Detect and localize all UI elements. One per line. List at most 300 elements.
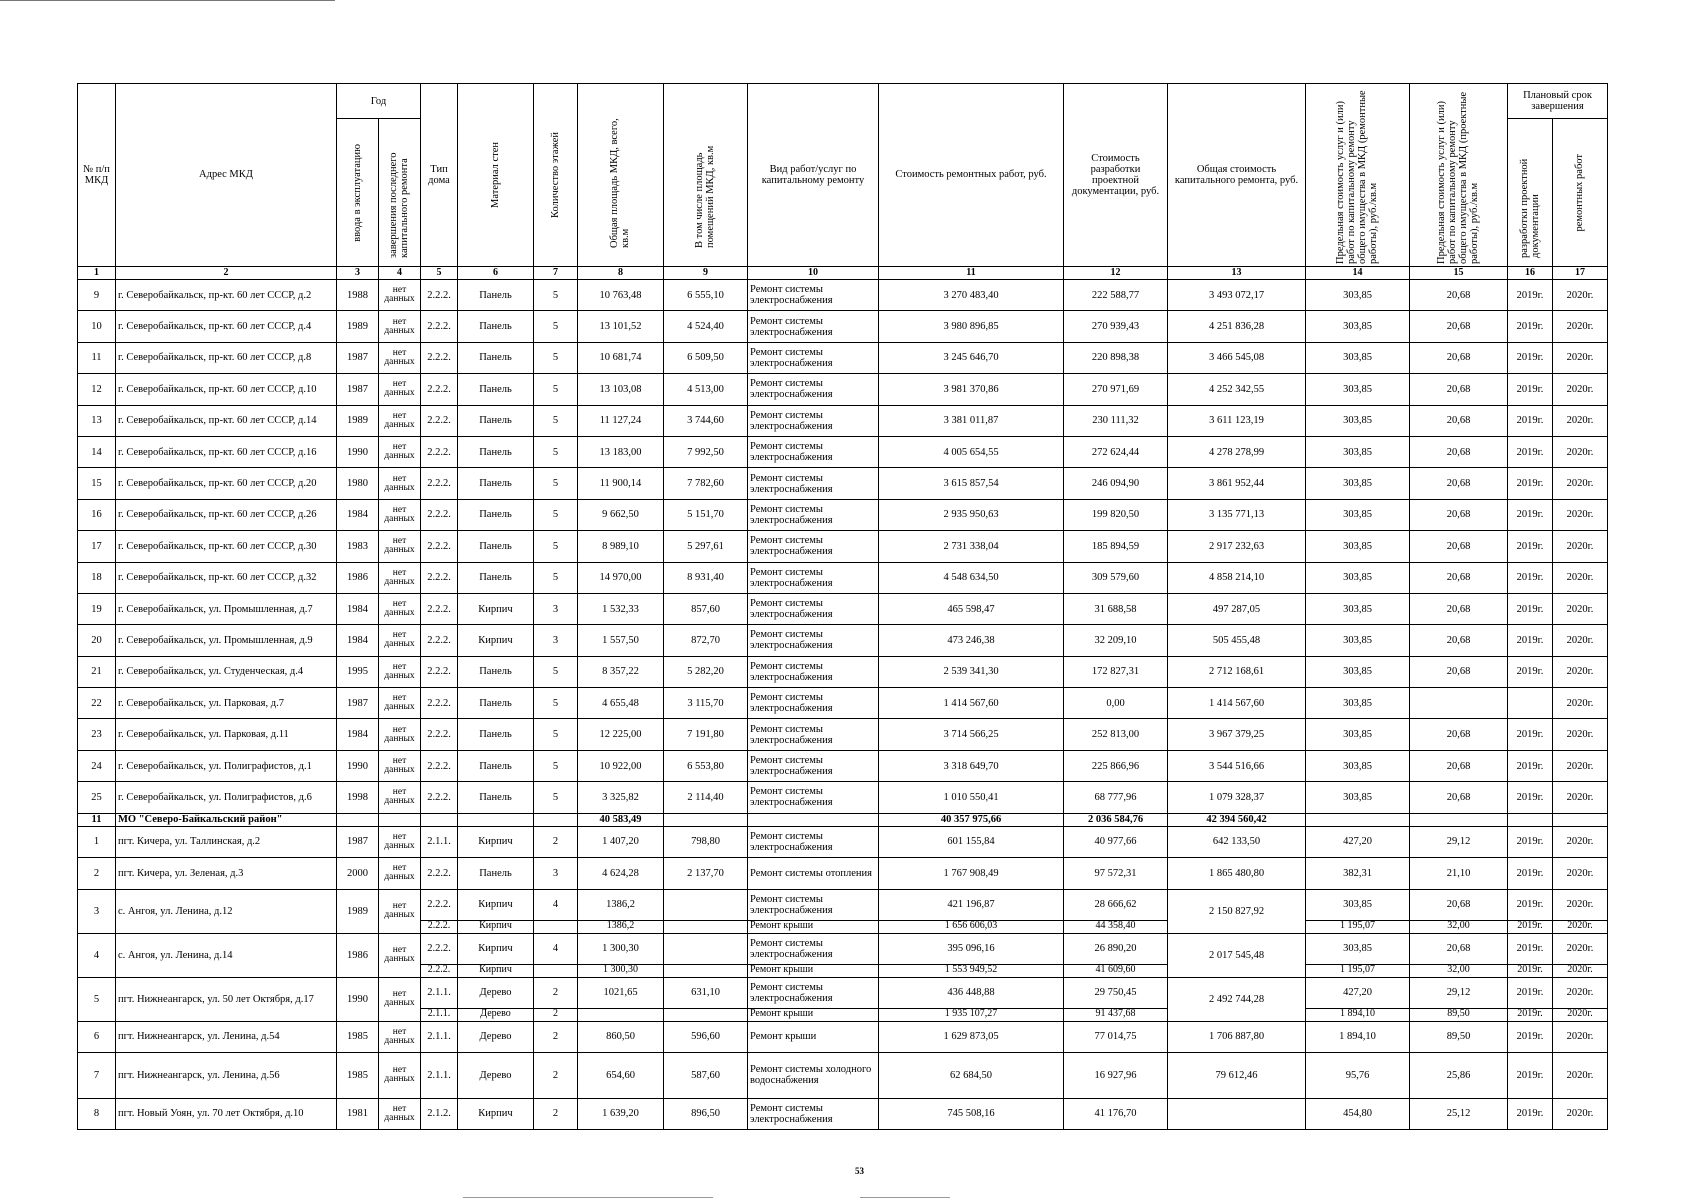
- table-row: [78, 1052, 1608, 1098]
- cell-c11: 4 005 654,55: [879, 436, 1064, 467]
- cell-type: 2.2.2.: [421, 656, 458, 687]
- cell-work: Ремонт системы электроснабжения: [748, 656, 879, 687]
- cell-n: 7: [78, 1052, 116, 1098]
- cell-c11: 1 629 873,05: [879, 1021, 1064, 1052]
- table-row: [78, 782, 1608, 813]
- cell-c17: 2020г.: [1553, 468, 1608, 499]
- cell-c13: 4 252 342,55: [1168, 374, 1306, 405]
- cell-mat: Кирпич: [458, 593, 534, 624]
- cell-type: 2.1.1.: [421, 1008, 458, 1021]
- empty-cell: [664, 1008, 748, 1021]
- cell-s2: 798,80: [664, 826, 748, 858]
- cell-s1: 13 101,52: [578, 311, 664, 342]
- cell-addr: пгт. Кичера, ул. Зеленая, д.3: [116, 858, 337, 890]
- cell-c17: 2020г.: [1553, 964, 1608, 977]
- cell-addr: пгт. Нижнеангарск, ул. 50 лет Октября, д.17: [116, 977, 337, 1021]
- cell-fl: 5: [534, 405, 578, 436]
- cell-s2: 596,60: [664, 1021, 748, 1052]
- cell-c12: 41 609,60: [1064, 964, 1168, 977]
- cell-s2: 587,60: [664, 1052, 748, 1098]
- empty-cell: [1508, 813, 1553, 826]
- cell-c16: 2019г.: [1508, 468, 1553, 499]
- cell-c17: 2020г.: [1553, 719, 1608, 750]
- cell-c17: 2020г.: [1553, 342, 1608, 373]
- cell-s1: 10 922,00: [578, 750, 664, 781]
- cell-y2: нет данных: [379, 889, 421, 933]
- cell-fl: 5: [534, 688, 578, 719]
- cell-y2: нет данных: [379, 625, 421, 656]
- cell-c12: 222 588,77: [1064, 280, 1168, 311]
- cell-c11: 745 508,16: [879, 1098, 1064, 1129]
- cell-c11: 1 656 606,03: [879, 920, 1064, 933]
- cell-c16: 2019г.: [1508, 625, 1553, 656]
- cell-c17: 2020г.: [1553, 889, 1608, 920]
- cell-type: 2.1.2.: [421, 1098, 458, 1129]
- column-number-cell: 5: [421, 267, 458, 280]
- cell-y1: 1990: [337, 977, 379, 1021]
- cell-c17: 2020г.: [1553, 688, 1608, 719]
- cell-fl: 5: [534, 342, 578, 373]
- cell-type: 2.2.2.: [421, 468, 458, 499]
- col-header-number: № п/п МКД: [78, 84, 116, 267]
- cell-c11: 1 935 107,27: [879, 1008, 1064, 1021]
- cell-c12: 270 939,43: [1064, 311, 1168, 342]
- cell-type: 2.2.2.: [421, 719, 458, 750]
- cell-y2: нет данных: [379, 782, 421, 813]
- cell-s1: 40 583,49: [578, 813, 664, 826]
- cell-c16: 2019г.: [1508, 933, 1553, 964]
- cell-s1: 1 557,50: [578, 625, 664, 656]
- cell-c13: 497 287,05: [1168, 593, 1306, 624]
- empty-cell: [664, 964, 748, 977]
- cell-n: 1: [78, 826, 116, 858]
- cell-y2: нет данных: [379, 826, 421, 858]
- cell-c14: 303,85: [1306, 342, 1410, 373]
- cell-s1: 1386,2: [578, 889, 664, 920]
- cell-y1: 1981: [337, 1098, 379, 1129]
- cell-type: 2.1.1.: [421, 1021, 458, 1052]
- cell-c11: 4 548 634,50: [879, 562, 1064, 593]
- table-row: [78, 531, 1608, 562]
- cell-type: 2.2.2.: [421, 750, 458, 781]
- cell-n: 11: [78, 813, 116, 826]
- cell-n: 4: [78, 933, 116, 977]
- cell-c15: 20,68: [1410, 374, 1508, 405]
- cell-c15: 89,50: [1410, 1021, 1508, 1052]
- cell-mat: Панель: [458, 719, 534, 750]
- cell-c15: 20,68: [1410, 562, 1508, 593]
- cell-y1: 1998: [337, 782, 379, 813]
- cell-c16: 2019г.: [1508, 977, 1553, 1008]
- cell-n: 12: [78, 374, 116, 405]
- cell-n: 16: [78, 499, 116, 530]
- column-number-row: [78, 267, 1608, 280]
- cell-y2: нет данных: [379, 280, 421, 311]
- col-header-wall-material: Материал стен: [458, 84, 534, 267]
- col-header-limit-repair: Предельная стоимость услуг и (или) работ по капитальному ремонту общего имущества в МКД (ремонтные работы), руб./кв.м: [1306, 84, 1410, 267]
- cell-work: Ремонт системы электроснабжения: [748, 593, 879, 624]
- cell-fl: 5: [534, 656, 578, 687]
- cell-c12: 272 624,44: [1064, 436, 1168, 467]
- cell-fl: 5: [534, 468, 578, 499]
- cell-y1: 1984: [337, 625, 379, 656]
- cell-c11: 3 714 566,25: [879, 719, 1064, 750]
- cell-s2: 3 115,70: [664, 688, 748, 719]
- column-number-cell: 7: [534, 267, 578, 280]
- cell-s1: 10 763,48: [578, 280, 664, 311]
- cell-c14: 303,85: [1306, 750, 1410, 781]
- cell-type: 2.2.2.: [421, 889, 458, 920]
- cell-c12: 16 927,96: [1064, 1052, 1168, 1098]
- cell-mat: Панель: [458, 750, 534, 781]
- cell-c11: 2 731 338,04: [879, 531, 1064, 562]
- cell-c11: 40 357 975,66: [879, 813, 1064, 826]
- cell-c14: 303,85: [1306, 531, 1410, 562]
- cell-c13: 3 493 072,17: [1168, 280, 1306, 311]
- cell-addr: г. Северобайкальск, ул. Промышленная, д.9: [116, 625, 337, 656]
- cell-addr: г. Северобайкальск, ул. Полиграфистов, д.1: [116, 750, 337, 781]
- cell-c15: 29,12: [1410, 826, 1508, 858]
- cell-c11: 1 553 949,52: [879, 964, 1064, 977]
- cell-c17: 2020г.: [1553, 933, 1608, 964]
- cell-c14: 303,85: [1306, 562, 1410, 593]
- cell-type: 2.2.2.: [421, 436, 458, 467]
- table-row: [78, 468, 1608, 499]
- cell-c12: 172 827,31: [1064, 656, 1168, 687]
- cell-type: 2.2.2.: [421, 920, 458, 933]
- cell-work: Ремонт системы электроснабжения: [748, 889, 879, 920]
- cell-c11: 3 615 857,54: [879, 468, 1064, 499]
- empty-cell: [534, 813, 578, 826]
- cell-addr: МО "Северо-Байкальский район": [116, 813, 337, 826]
- cell-s2: 8 931,40: [664, 562, 748, 593]
- table-row: [78, 562, 1608, 593]
- cell-n: 6: [78, 1021, 116, 1052]
- col-header-floors: Количество этажей: [534, 84, 578, 267]
- cell-c12: 246 094,90: [1064, 468, 1168, 499]
- cell-s2: 4 513,00: [664, 374, 748, 405]
- cell-c15: 20,68: [1410, 531, 1508, 562]
- cell-c14: 1 195,07: [1306, 964, 1410, 977]
- col-header-year: Год: [337, 84, 421, 119]
- cell-c12: 230 111,32: [1064, 405, 1168, 436]
- cell-mat: Панель: [458, 311, 534, 342]
- cell-type: 2.2.2.: [421, 280, 458, 311]
- cell-mat: Панель: [458, 280, 534, 311]
- cell-c16: 2019г.: [1508, 719, 1553, 750]
- col-header-total-cost: Общая стоимость капитального ремонта, руб.: [1168, 84, 1306, 267]
- cell-c17: 2020г.: [1553, 977, 1608, 1008]
- cell-y1: 1989: [337, 311, 379, 342]
- cell-fl: [534, 964, 578, 977]
- cell-fl: 3: [534, 593, 578, 624]
- cell-mat: Дерево: [458, 1008, 534, 1021]
- table-row: [78, 858, 1608, 890]
- cell-mat: Панель: [458, 782, 534, 813]
- cell-c14: 1 894,10: [1306, 1021, 1410, 1052]
- table-row: [78, 374, 1608, 405]
- cell-mat: Панель: [458, 656, 534, 687]
- cell-c16: 2019г.: [1508, 562, 1553, 593]
- cell-n: 20: [78, 625, 116, 656]
- cell-c15: 25,86: [1410, 1052, 1508, 1098]
- cell-mat: Панель: [458, 342, 534, 373]
- cell-y1: 1980: [337, 468, 379, 499]
- cell-c15: 32,00: [1410, 920, 1508, 933]
- cell-c16: 2019г.: [1508, 656, 1553, 687]
- cell-addr: г. Северобайкальск, пр-кт. 60 лет СССР, д.4: [116, 311, 337, 342]
- cell-c17: 2020г.: [1553, 562, 1608, 593]
- cell-fl: 3: [534, 625, 578, 656]
- cell-mat: Панель: [458, 531, 534, 562]
- cell-c13: 3 861 952,44: [1168, 468, 1306, 499]
- table-row: [78, 933, 1608, 964]
- cell-y2: нет данных: [379, 468, 421, 499]
- cell-mat: Кирпич: [458, 920, 534, 933]
- cell-c14: 303,85: [1306, 933, 1410, 964]
- cell-y2: нет данных: [379, 1021, 421, 1052]
- register-sheet: [77, 83, 1608, 1130]
- cell-work: Ремонт системы электроснабжения: [748, 688, 879, 719]
- column-number-cell: 13: [1168, 267, 1306, 280]
- cell-c17: 2020г.: [1553, 593, 1608, 624]
- cell-y2: нет данных: [379, 593, 421, 624]
- cell-y1: 1986: [337, 562, 379, 593]
- cell-y2: нет данных: [379, 1098, 421, 1129]
- cell-c14: 303,85: [1306, 468, 1410, 499]
- cell-y2: нет данных: [379, 719, 421, 750]
- cell-c17: 2020г.: [1553, 1021, 1608, 1052]
- col-header-term-design: разработки проектной документации: [1508, 119, 1553, 267]
- cell-y1: 1995: [337, 656, 379, 687]
- cell-c17: 2020г.: [1553, 499, 1608, 530]
- capital-repair-table: [77, 83, 1608, 1130]
- cell-n: 5: [78, 977, 116, 1021]
- cell-y2: нет данных: [379, 858, 421, 890]
- cell-c14: 303,85: [1306, 436, 1410, 467]
- cell-c16: 2019г.: [1508, 920, 1553, 933]
- column-number-cell: 4: [379, 267, 421, 280]
- cell-c14: 1 894,10: [1306, 1008, 1410, 1021]
- cell-y1: 1985: [337, 1021, 379, 1052]
- cell-c15: 20,68: [1410, 782, 1508, 813]
- cell-c16: [1508, 688, 1553, 719]
- cell-c11: 2 539 341,30: [879, 656, 1064, 687]
- cell-c15: 32,00: [1410, 964, 1508, 977]
- cell-type: 2.2.2.: [421, 933, 458, 964]
- cell-fl: 4: [534, 889, 578, 920]
- cell-fl: 2: [534, 977, 578, 1008]
- cell-c16: 2019г.: [1508, 311, 1553, 342]
- cell-fl: 5: [534, 719, 578, 750]
- column-number-cell: 9: [664, 267, 748, 280]
- cell-s1: 4 624,28: [578, 858, 664, 890]
- cell-c17: 2020г.: [1553, 311, 1608, 342]
- cell-n: 2: [78, 858, 116, 890]
- cell-c13: 2 917 232,63: [1168, 531, 1306, 562]
- cell-y1: 1989: [337, 889, 379, 933]
- table-row: [78, 593, 1608, 624]
- cell-c16: 2019г.: [1508, 531, 1553, 562]
- cell-s1: 11 900,14: [578, 468, 664, 499]
- cell-type: 2.1.1.: [421, 1052, 458, 1098]
- cell-type: 2.1.1.: [421, 977, 458, 1008]
- cell-c14: 303,85: [1306, 499, 1410, 530]
- cell-y2: нет данных: [379, 656, 421, 687]
- cell-work: Ремонт крыши: [748, 1021, 879, 1052]
- col-header-year-commissioned: ввода в эксплуатацию: [337, 119, 379, 267]
- cell-n: 9: [78, 280, 116, 311]
- cell-c12: 77 014,75: [1064, 1021, 1168, 1052]
- cell-mat: Кирпич: [458, 964, 534, 977]
- cell-c16: 2019г.: [1508, 1008, 1553, 1021]
- cell-type: 2.2.2.: [421, 374, 458, 405]
- cell-c11: 395 096,16: [879, 933, 1064, 964]
- cell-n: 13: [78, 405, 116, 436]
- cell-c11: 473 246,38: [879, 625, 1064, 656]
- cell-y2: нет данных: [379, 750, 421, 781]
- cell-s1: 13 183,00: [578, 436, 664, 467]
- col-header-design-cost: Стоимость разработки проектной документации, руб.: [1064, 84, 1168, 267]
- cell-fl: 4: [534, 933, 578, 964]
- cell-c16: 2019г.: [1508, 964, 1553, 977]
- cell-c14: 454,80: [1306, 1098, 1410, 1129]
- cell-c13: 3 544 516,66: [1168, 750, 1306, 781]
- cell-c17: 2020г.: [1553, 531, 1608, 562]
- cell-n: 8: [78, 1098, 116, 1129]
- cell-work: Ремонт системы электроснабжения: [748, 405, 879, 436]
- cell-c13: [1168, 1098, 1306, 1129]
- cell-c17: 2020г.: [1553, 1052, 1608, 1098]
- cell-c12: 270 971,69: [1064, 374, 1168, 405]
- column-number-cell: 8: [578, 267, 664, 280]
- cell-c11: 2 935 950,63: [879, 499, 1064, 530]
- cell-c14: 303,85: [1306, 374, 1410, 405]
- cell-work: Ремонт системы электроснабжения: [748, 1098, 879, 1129]
- cell-y2: нет данных: [379, 499, 421, 530]
- cell-addr: г. Северобайкальск, пр-кт. 60 лет СССР, д.32: [116, 562, 337, 593]
- cell-c17: 2020г.: [1553, 1008, 1608, 1021]
- cell-c13: 3 967 379,25: [1168, 719, 1306, 750]
- cell-s2: 896,50: [664, 1098, 748, 1129]
- cell-s1: 11 127,24: [578, 405, 664, 436]
- cell-mat: Панель: [458, 374, 534, 405]
- cell-y1: 1990: [337, 750, 379, 781]
- cell-mat: Кирпич: [458, 889, 534, 920]
- cell-work: Ремонт системы электроснабжения: [748, 531, 879, 562]
- cell-c13: 642 133,50: [1168, 826, 1306, 858]
- cell-c11: 1 010 550,41: [879, 782, 1064, 813]
- cell-s1: 1 300,30: [578, 933, 664, 964]
- cell-s1: 4 655,48: [578, 688, 664, 719]
- cell-c13: 505 455,48: [1168, 625, 1306, 656]
- cell-addr: г. Северобайкальск, пр-кт. 60 лет СССР, д.16: [116, 436, 337, 467]
- column-number-cell: 2: [116, 267, 337, 280]
- bottom-edge-line: [860, 1197, 950, 1198]
- cell-c12: 225 866,96: [1064, 750, 1168, 781]
- cell-c11: 421 196,87: [879, 889, 1064, 920]
- cell-work: Ремонт системы электроснабжения: [748, 342, 879, 373]
- cell-y2: нет данных: [379, 531, 421, 562]
- cell-c11: 601 155,84: [879, 826, 1064, 858]
- column-number-cell: 15: [1410, 267, 1508, 280]
- cell-c13: 3 466 545,08: [1168, 342, 1306, 373]
- cell-c11: 436 448,88: [879, 977, 1064, 1008]
- column-number-cell: 12: [1064, 267, 1168, 280]
- cell-y2: нет данных: [379, 977, 421, 1021]
- cell-addr: пгт. Нижнеангарск, ул. Ленина, д.54: [116, 1021, 337, 1052]
- cell-work: Ремонт системы холодного водоснабжения: [748, 1052, 879, 1098]
- cell-mat: Панель: [458, 858, 534, 890]
- cell-c12: 309 579,60: [1064, 562, 1168, 593]
- cell-type: 2.2.2.: [421, 342, 458, 373]
- cell-c11: 3 381 011,87: [879, 405, 1064, 436]
- cell-s1: 3 325,82: [578, 782, 664, 813]
- cell-c14: 303,85: [1306, 311, 1410, 342]
- cell-mat: Панель: [458, 499, 534, 530]
- cell-c13: 79 612,46: [1168, 1052, 1306, 1098]
- cell-addr: с. Ангоя, ул. Ленина, д.14: [116, 933, 337, 977]
- cell-type: 2.2.2.: [421, 688, 458, 719]
- cell-c14: 1 195,07: [1306, 920, 1410, 933]
- empty-cell: [1553, 813, 1608, 826]
- cell-y2: нет данных: [379, 436, 421, 467]
- cell-c13: 1 414 567,60: [1168, 688, 1306, 719]
- cell-s2: 631,10: [664, 977, 748, 1008]
- cell-c16: 2019г.: [1508, 782, 1553, 813]
- cell-y1: 1988: [337, 280, 379, 311]
- cell-c16: 2019г.: [1508, 1052, 1553, 1098]
- cell-type: 2.2.2.: [421, 311, 458, 342]
- cell-type: 2.2.2.: [421, 405, 458, 436]
- empty-cell: [1306, 813, 1410, 826]
- cell-c17: 2020г.: [1553, 920, 1608, 933]
- cell-addr: г. Северобайкальск, пр-кт. 60 лет СССР, д.14: [116, 405, 337, 436]
- cell-c17: 2020г.: [1553, 1098, 1608, 1129]
- cell-s2: 857,60: [664, 593, 748, 624]
- column-number-cell: 10: [748, 267, 879, 280]
- col-header-term-repair: ремонтных работ: [1553, 119, 1608, 267]
- cell-n: 15: [78, 468, 116, 499]
- cell-addr: г. Северобайкальск, ул. Парковая, д.7: [116, 688, 337, 719]
- cell-mat: Панель: [458, 405, 534, 436]
- cell-c16: 2019г.: [1508, 374, 1553, 405]
- cell-work: Ремонт крыши: [748, 1008, 879, 1021]
- cell-c11: 1 414 567,60: [879, 688, 1064, 719]
- cell-y2: нет данных: [379, 405, 421, 436]
- cell-c12: 97 572,31: [1064, 858, 1168, 890]
- cell-c16: 2019г.: [1508, 499, 1553, 530]
- table-row: [78, 499, 1608, 530]
- cell-c17: 2020г.: [1553, 656, 1608, 687]
- table-row: [78, 688, 1608, 719]
- cell-work: Ремонт системы электроснабжения: [748, 311, 879, 342]
- cell-c14: 303,85: [1306, 593, 1410, 624]
- cell-s1: 12 225,00: [578, 719, 664, 750]
- cell-c12: 26 890,20: [1064, 933, 1168, 964]
- cell-n: 23: [78, 719, 116, 750]
- cell-work: Ремонт системы электроснабжения: [748, 468, 879, 499]
- cell-n: 18: [78, 562, 116, 593]
- empty-cell: [379, 813, 421, 826]
- cell-y2: нет данных: [379, 688, 421, 719]
- empty-cell: [458, 813, 534, 826]
- cell-y1: 1983: [337, 531, 379, 562]
- column-number-cell: 1: [78, 267, 116, 280]
- subtotal-row: [78, 813, 1608, 826]
- cell-s2: 6 555,10: [664, 280, 748, 311]
- cell-c11: 3 980 896,85: [879, 311, 1064, 342]
